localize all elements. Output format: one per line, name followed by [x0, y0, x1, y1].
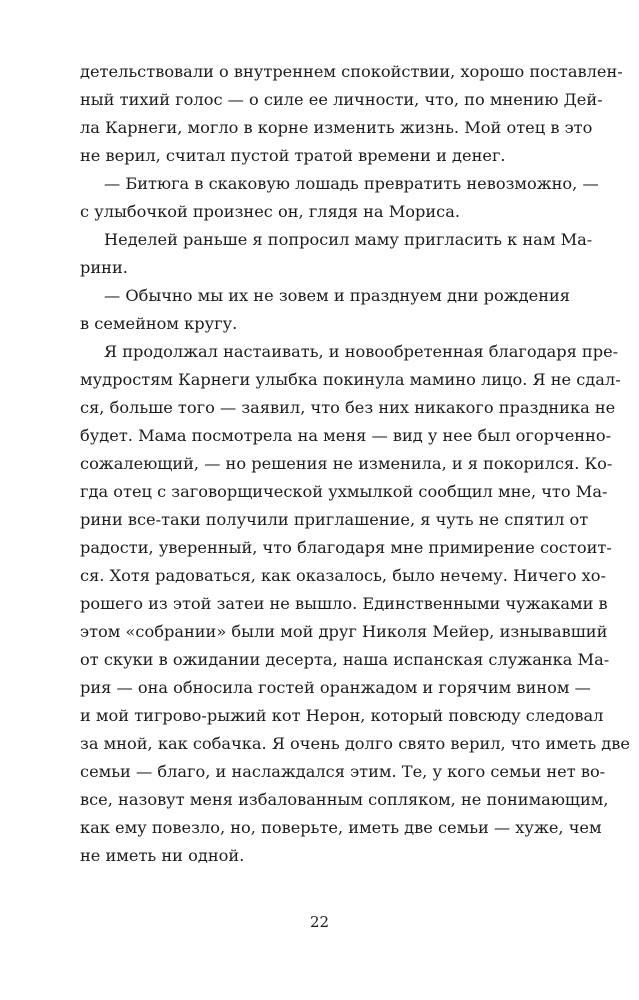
- text-line: за мной, как собачка. Я очень долго свято верил, что иметь две: [80, 734, 630, 753]
- text-line: рия — она обносила гостей оранжадом и горячим вином —: [80, 678, 591, 697]
- text-line: от скуки в ожидании десерта, наша испанская служанка Ма-: [80, 650, 610, 669]
- text-line: радости, уверенный, что благодаря мне примирение состоит-: [80, 538, 612, 557]
- text-line: ся. Хотя радоваться, как оказалось, было нечему. Ничего хо-: [80, 566, 606, 585]
- page-number: 22: [309, 913, 330, 931]
- text-line: ся, больше того — заявил, что без них никакого праздника не: [80, 398, 616, 417]
- text-line: семьи — благо, и наслаждался этим. Те, у кого семьи нет во-: [80, 762, 606, 781]
- text-line: сожалеющий, — но решения не изменила, и я покорился. Ко-: [80, 454, 613, 473]
- text-line: ный тихий голос — о силе ее личности, что, по мнению Дей-: [80, 90, 603, 109]
- text-line: все, назовут меня избалованным сопляком, не понимающим,: [80, 790, 609, 809]
- text-line: детельствовали о внутреннем спокойствии, хорошо поставлен-: [80, 62, 623, 81]
- text-line: рошего из этой затеи не вышло. Единственными чужаками в: [80, 594, 608, 613]
- text-line: Я продолжал настаивать, и новообретенная благодаря пре-: [104, 342, 619, 361]
- text-line: не верил, считал пустой тратой времени и денег.: [80, 146, 506, 165]
- text-line: гда отец с заговорщической ухмылкой сообщил мне, что Ма-: [80, 482, 608, 501]
- text-line: мудростям Карнеги улыбка покинула мамино лицо. Я не сдал-: [80, 370, 621, 389]
- text-line: рини все-таки получили приглашение, я чуть не спятил от: [80, 510, 589, 529]
- text-line: — Битюга в скаковую лошадь превратить невозможно, —: [104, 174, 599, 193]
- text-line: не иметь ни одной.: [80, 846, 245, 865]
- text-line: как ему повезло, но, поверьте, иметь две семьи — хуже, чем: [80, 818, 602, 837]
- text-line: в семейном кругу.: [80, 314, 238, 333]
- text-line: Неделей раньше я попросил маму пригласить к нам Ма-: [104, 230, 593, 249]
- text-line: с улыбочкой произнес он, глядя на Мориса.: [80, 202, 461, 221]
- text-line: будет. Мама посмотрела на меня — вид у нее был огорченно-: [80, 426, 612, 445]
- text-line: — Обычно мы их не зовем и празднуем дни рождения: [104, 286, 571, 305]
- text-line: этом «собрании» были мой друг Николя Мейер, изнывавший: [80, 622, 608, 641]
- text-line: рини.: [80, 258, 128, 277]
- text-line: и мой тигрово-рыжий кот Нерон, который повсюду следовал: [80, 706, 604, 725]
- text-line: ла Карнеги, могло в корне изменить жизнь. Мой отец в это: [80, 118, 593, 137]
